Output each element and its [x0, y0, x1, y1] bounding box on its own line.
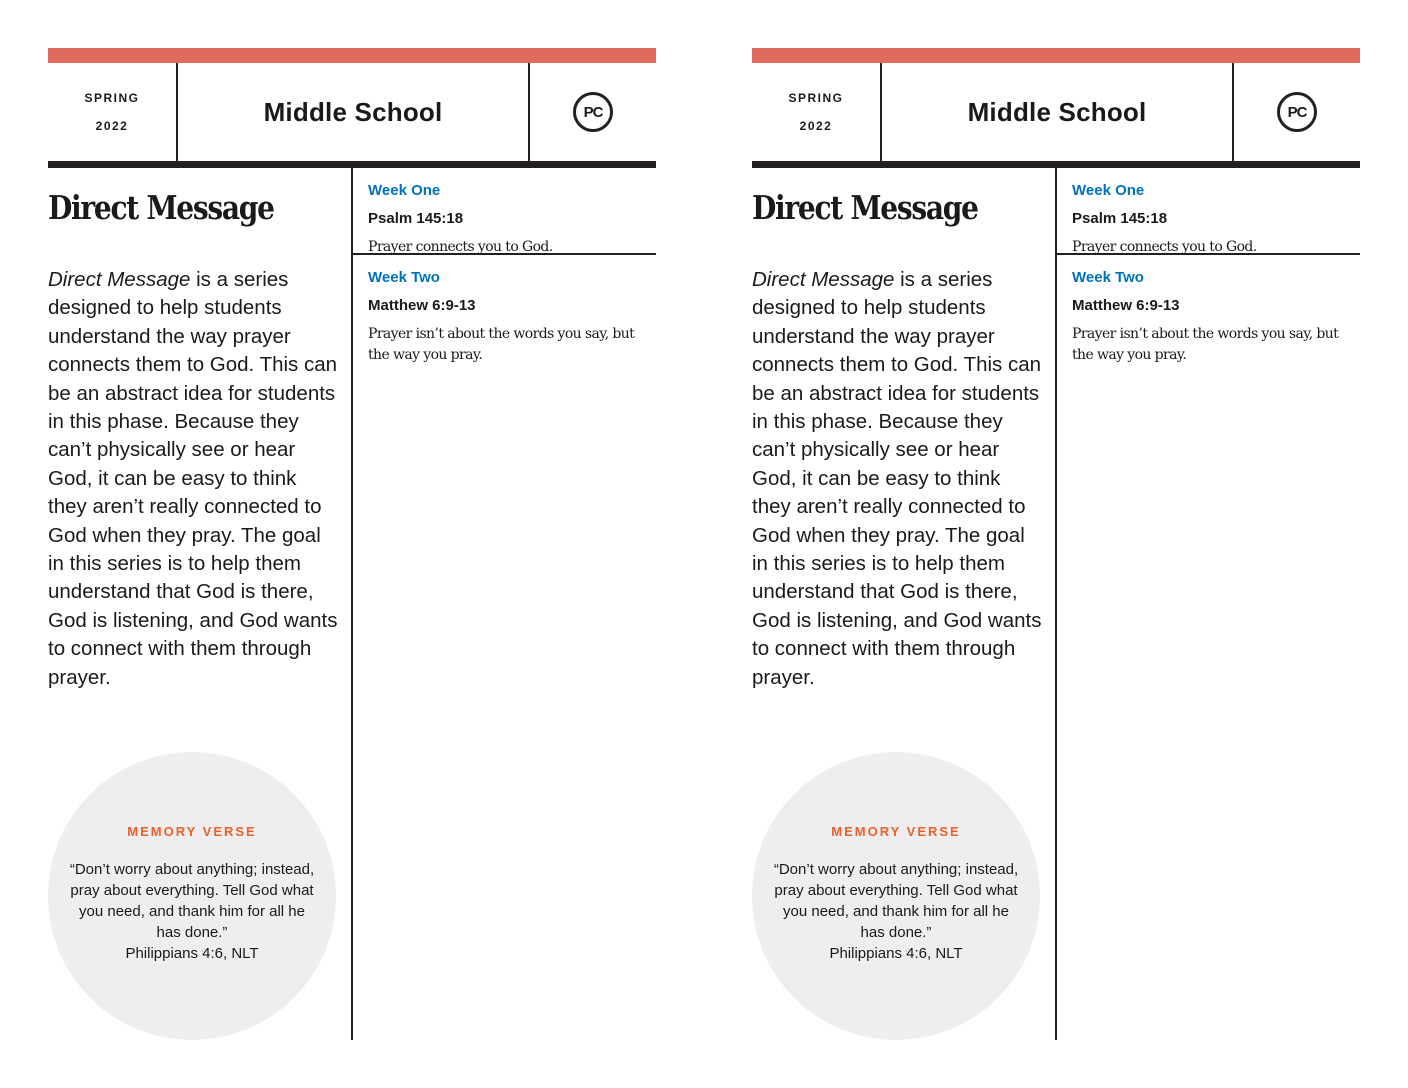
season-block — [48, 63, 178, 161]
card-header — [48, 63, 656, 168]
year-label: 2022 — [95, 119, 129, 133]
weeks-column — [353, 168, 656, 366]
week-label: Week One — [1072, 182, 1145, 199]
week-one — [353, 168, 656, 255]
week-two — [1057, 255, 1360, 366]
week-bottom-line: Prayer isn’t about the words you say, but the way you pray. — [1072, 326, 1339, 363]
week-bottom-line: Prayer isn’t about the words you say, but the way you pray. — [368, 326, 635, 363]
memory-verse-label: MEMORY VERSE — [831, 824, 961, 839]
series-description-title: Direct Message — [752, 268, 895, 291]
week-bottom-line: Prayer connects you to God. — [1072, 239, 1257, 255]
week-label: Week One — [368, 182, 441, 199]
curriculum-card-right — [752, 0, 1360, 1088]
memory-verse-reference: Philippians 4:6, NLT — [829, 945, 963, 962]
week-scripture: Matthew 6:9-13 — [368, 297, 476, 314]
memory-verse-label: MEMORY VERSE — [127, 824, 257, 839]
card-header — [752, 63, 1360, 168]
week-label: Week Two — [1072, 269, 1144, 286]
week-scripture: Psalm 145:18 — [1072, 210, 1168, 227]
memory-verse-quote: “Don’t worry about anything; instead, pray about everything. Tell God what you need, and thank him for all he has done.” — [773, 861, 1019, 941]
series-title: Direct Message — [48, 188, 274, 227]
accent-bar — [48, 48, 656, 63]
series-description — [48, 266, 338, 692]
series-description — [752, 266, 1042, 692]
header-title: Middle School — [178, 63, 530, 161]
week-scripture: Psalm 145:18 — [368, 210, 464, 227]
week-label: Week Two — [368, 269, 440, 286]
header-title: Middle School — [882, 63, 1234, 161]
season-block — [752, 63, 882, 161]
pc-logo-icon: PC — [1277, 92, 1317, 132]
memory-verse-circle — [752, 752, 1040, 1040]
weeks-column — [1057, 168, 1360, 366]
logo-block — [530, 63, 656, 161]
accent-bar — [752, 48, 1360, 63]
series-overview — [48, 168, 338, 692]
memory-verse-text — [67, 859, 317, 964]
memory-verse-circle — [48, 752, 336, 1040]
logo-block — [1234, 63, 1360, 161]
series-description-text: is a series designed to help students understand the way prayer connects them to God. This can be an abstract idea for students in this phase. Because they can’t physically see or hear God, it can be easy to think they aren’t really connected to God when they pray. The goal in this series is to help them understand that God is there, God is listening, and God wants to connect with them through prayer. — [752, 268, 1042, 689]
series-description-title: Direct Message — [48, 268, 191, 291]
series-title: Direct Message — [752, 188, 978, 227]
season-label: SPRING — [788, 91, 844, 105]
week-two — [353, 255, 656, 366]
pc-logo-icon: PC — [573, 92, 613, 132]
week-bottom-line: Prayer connects you to God. — [368, 239, 553, 255]
memory-verse-quote: “Don’t worry about anything; instead, pray about everything. Tell God what you need, and thank him for all he has done.” — [69, 861, 315, 941]
week-one — [1057, 168, 1360, 255]
memory-verse-text — [771, 859, 1021, 964]
week-scripture: Matthew 6:9-13 — [1072, 297, 1180, 314]
series-description-text: is a series designed to help students understand the way prayer connects them to God. This can be an abstract idea for students in this phase. Because they can’t physically see or hear God, it can be easy to think they aren’t really connected to God when they pray. The goal in this series is to help them understand that God is there, God is listening, and God wants to connect with them through prayer. — [48, 268, 338, 689]
memory-verse-reference: Philippians 4:6, NLT — [125, 945, 259, 962]
year-label: 2022 — [799, 119, 833, 133]
season-label: SPRING — [84, 91, 140, 105]
series-overview — [752, 168, 1042, 692]
curriculum-card-left — [48, 0, 656, 1088]
